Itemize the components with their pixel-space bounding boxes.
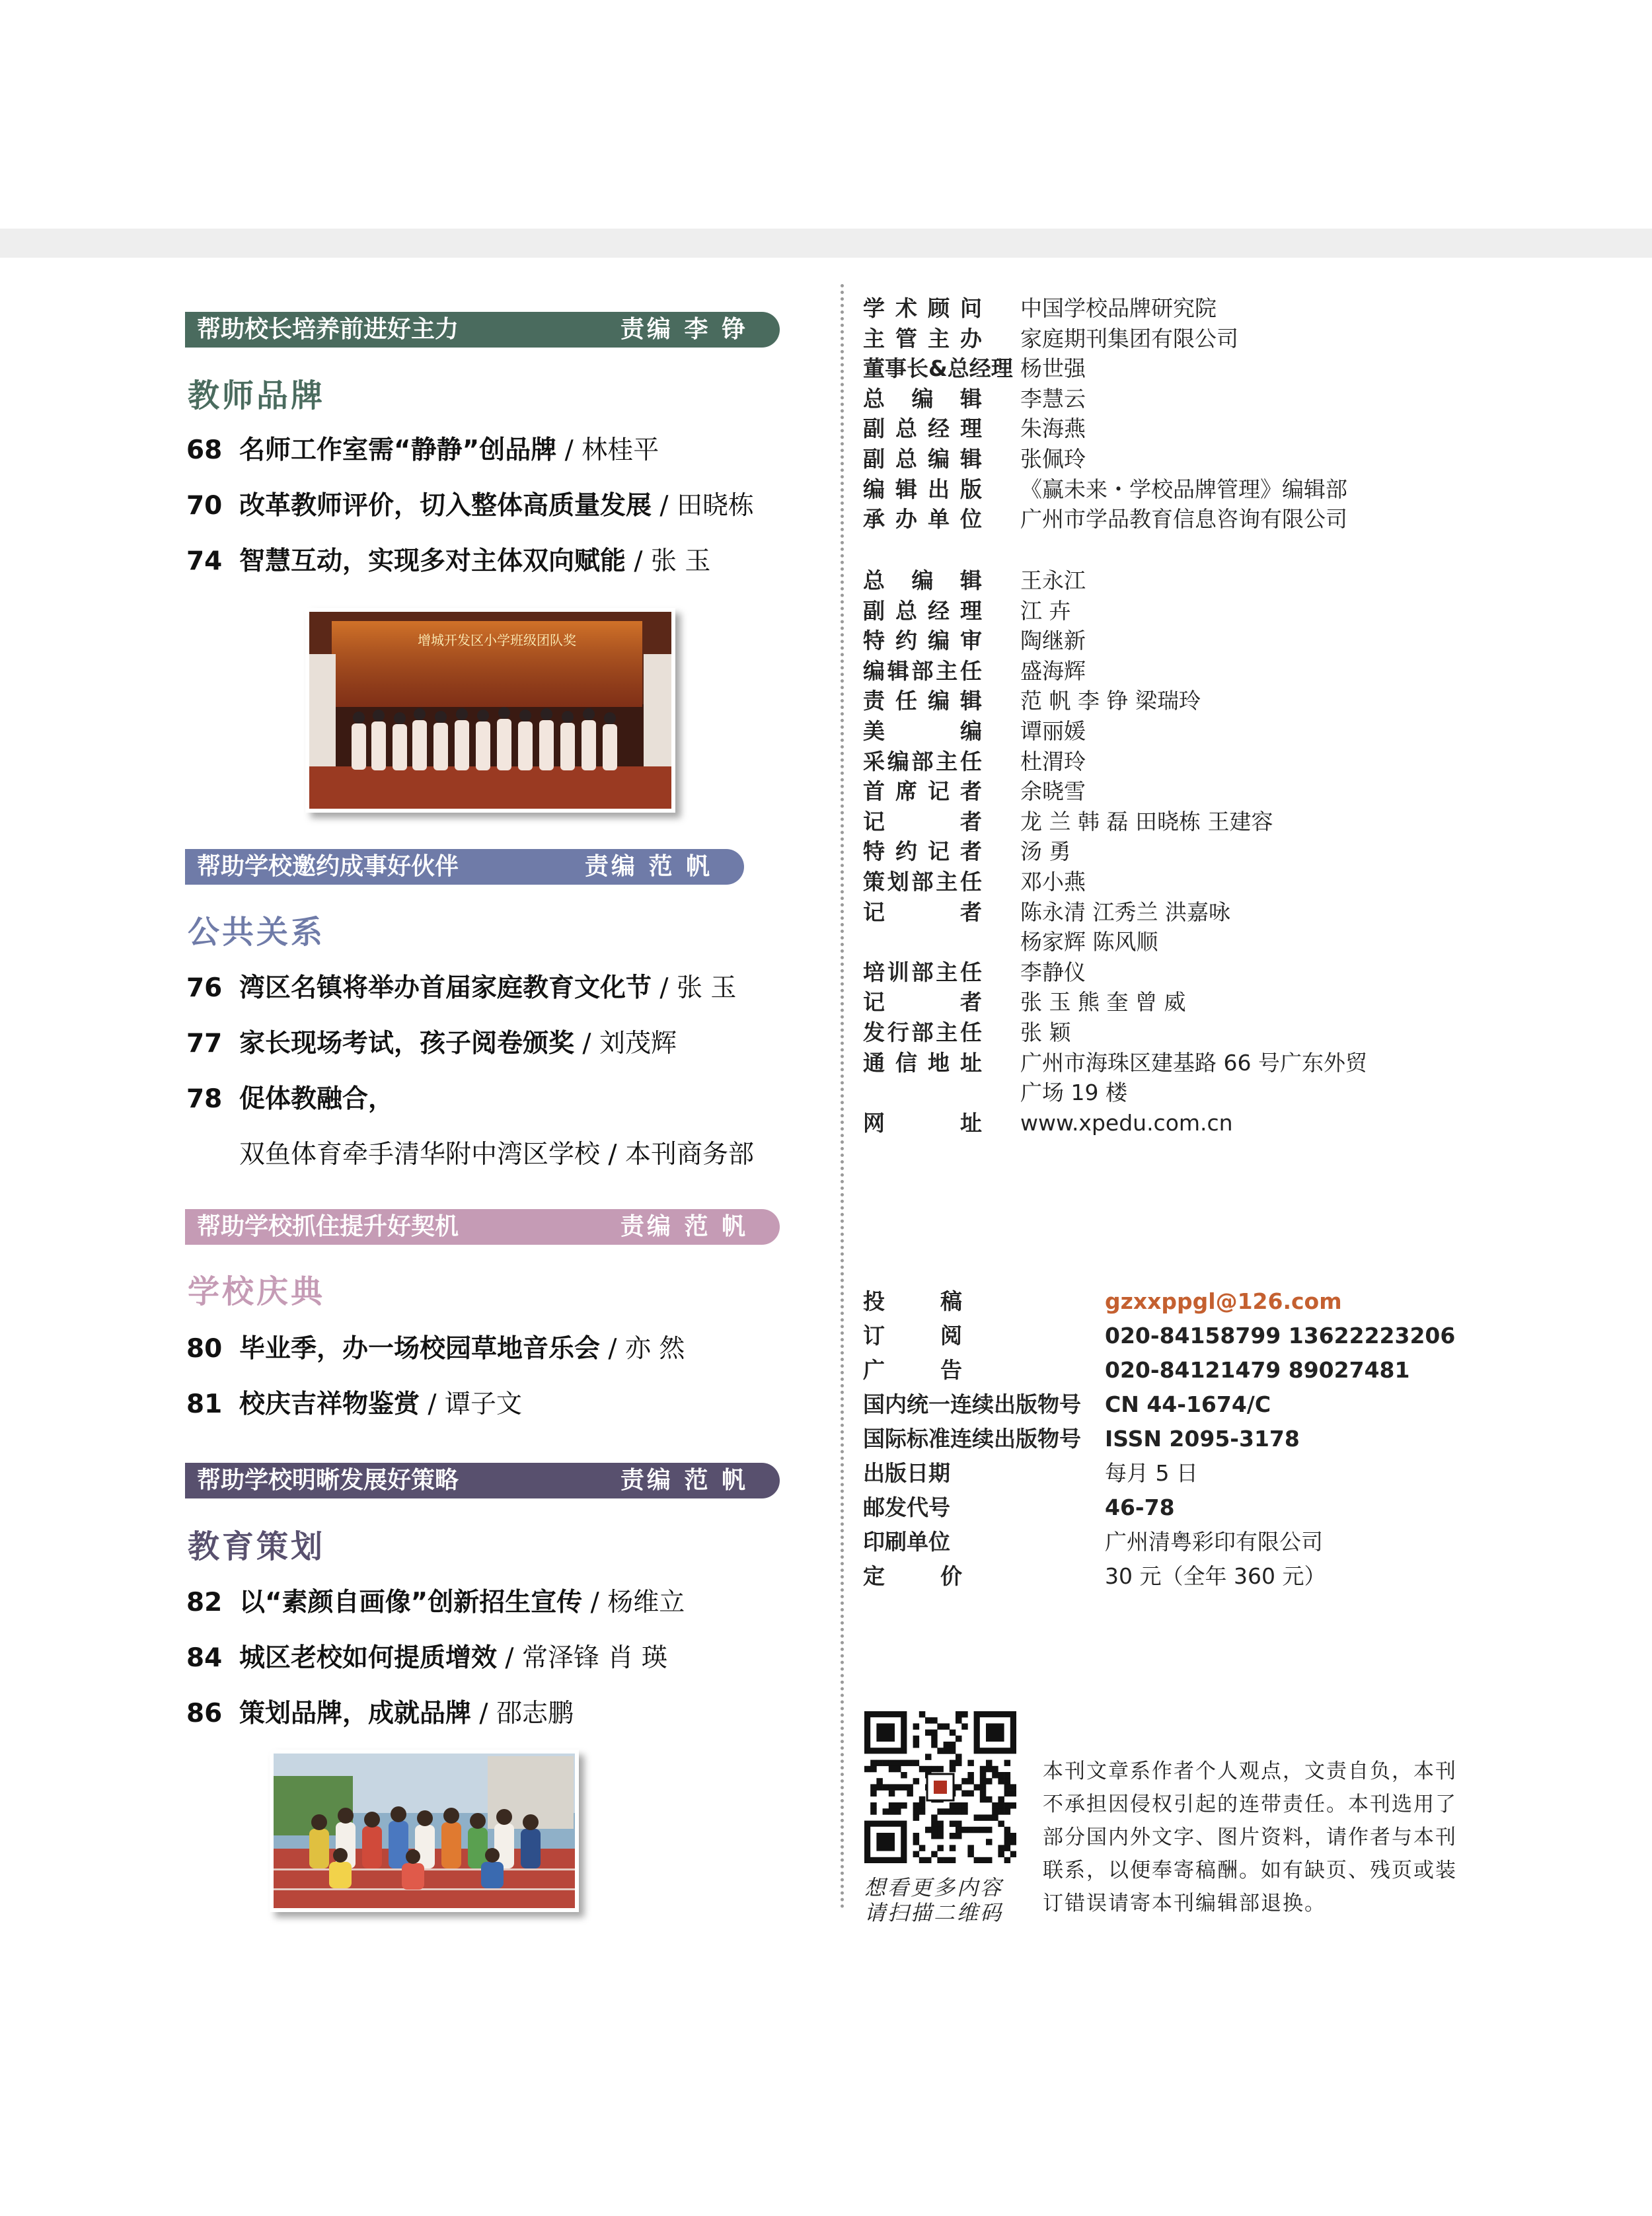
section-title: 学校庆典 xyxy=(188,1273,326,1310)
masthead-row xyxy=(863,897,1230,928)
page-number: 70 xyxy=(186,491,223,521)
masthead-label: 主管主办 xyxy=(863,325,982,351)
masthead-row xyxy=(863,444,1086,474)
masthead-value: 家庭期刊集团有限公司 xyxy=(1020,325,1238,351)
masthead-value: 龙 兰 韩 磊 田晓栋 王建容 xyxy=(1020,808,1273,834)
page-number: 78 xyxy=(186,1084,223,1114)
masthead-label: 总编辑 xyxy=(863,568,982,593)
pubinfo-value: 020-84158799 13622223206 xyxy=(1105,1323,1456,1348)
award-ceremony-photo xyxy=(305,608,675,813)
masthead-label: 培训部主任 xyxy=(863,959,982,985)
article-author: / 刘茂辉 xyxy=(574,1029,677,1058)
article-title: 改革教师评价，切入整体高质量发展 xyxy=(239,491,652,521)
article-title: 策划品牌，成就品牌 xyxy=(239,1699,472,1728)
section-banner xyxy=(185,1463,780,1498)
masthead-label: 发行部主任 xyxy=(863,1019,982,1045)
masthead-row xyxy=(863,656,1086,686)
masthead-value: 盛海辉 xyxy=(1020,657,1086,684)
masthead-value: 张 颖 xyxy=(1020,1019,1071,1045)
masthead-value: 李慧云 xyxy=(1020,385,1086,412)
masthead-row xyxy=(863,987,1186,1017)
masthead-label: 责任编辑 xyxy=(863,688,982,714)
article-author: / 杨维立 xyxy=(582,1588,685,1617)
masthead-row xyxy=(863,836,1071,867)
pubinfo-row xyxy=(863,1559,1326,1594)
masthead-value: 陈永清 江秀兰 洪嘉咏 xyxy=(1020,899,1230,925)
masthead-value: www.xpedu.com.cn xyxy=(1020,1109,1233,1136)
article-title: 城区老校如何提质增效 xyxy=(239,1643,498,1673)
masthead-row xyxy=(863,1108,1233,1138)
article-title: 湾区名镇将举办首届家庭教育文化节 xyxy=(239,973,652,1003)
article-title: 双鱼体育牵手清华附中湾区学校 xyxy=(239,1140,601,1169)
masthead-row xyxy=(863,716,1086,747)
masthead-row xyxy=(863,293,1217,324)
disclaimer-text: 本刊文章系作者个人观点，文责自负，本刊不承担因侵权引起的连带责任。本刊选用了部分国内外文字、图片资料，请作者与本刊联系，以便奉寄稿酬。如有缺页、残页或装订错误请寄本刊编辑部退换。 xyxy=(1043,1759,1457,1915)
masthead-value: 广州市海珠区建基路 66 号广东外贸 xyxy=(1020,1049,1367,1076)
pubinfo-row xyxy=(863,1387,1271,1422)
masthead-label: 副总经理 xyxy=(863,597,982,624)
masthead-value: 李静仪 xyxy=(1020,959,1086,985)
masthead-label: 记者 xyxy=(863,808,982,834)
page-number: 81 xyxy=(186,1389,223,1419)
pubinfo-row xyxy=(863,1456,1198,1491)
article-author: / 本刊商务部 xyxy=(600,1140,754,1169)
toc-entry[interactable] xyxy=(186,1384,522,1421)
qr-caption-line1: 想看更多内容 xyxy=(864,1875,1004,1900)
masthead-value: 中国学校品牌研究院 xyxy=(1020,295,1217,321)
toc-entry[interactable] xyxy=(186,429,659,466)
masthead-value: 王永江 xyxy=(1020,568,1086,593)
banner-editor: 责编 李 铮 xyxy=(620,316,748,343)
masthead-value: 谭丽媛 xyxy=(1020,718,1086,744)
pubinfo-row xyxy=(863,1422,1300,1456)
toc-entry[interactable] xyxy=(186,485,754,522)
pubinfo-value: ISSN 2095-3178 xyxy=(1105,1426,1300,1452)
section-title: 教师品牌 xyxy=(188,377,326,414)
students-group-photo xyxy=(270,1750,579,1912)
article-title: 家长现场考试，孩子阅卷颁奖 xyxy=(239,1029,575,1058)
pubinfo-label: 出版日期 xyxy=(863,1460,950,1486)
banner-title: 帮助校长培养前进好主力 xyxy=(197,316,459,343)
article-author: / 谭子文 xyxy=(420,1389,522,1419)
masthead-label: 网址 xyxy=(863,1109,982,1136)
article-author: / 田晓栋 xyxy=(652,491,754,521)
section-banner xyxy=(185,1209,780,1245)
toc-entry[interactable] xyxy=(186,540,710,577)
masthead-label: 编辑出版 xyxy=(863,476,982,502)
masthead-value: 杜渭玲 xyxy=(1020,748,1086,774)
article-author: / 张 玉 xyxy=(626,546,711,576)
masthead-row xyxy=(863,353,1086,384)
qr-caption-line2: 请扫描二维码 xyxy=(864,1900,1004,1925)
masthead-label: 通信地址 xyxy=(863,1049,982,1076)
page-number: 86 xyxy=(186,1699,223,1728)
pubinfo-label: 国际标准连续出版物号 xyxy=(863,1426,1081,1452)
article-title: 校庆吉祥物鉴赏 xyxy=(239,1389,420,1419)
article-title: 以“素颜自画像”创新招生宣传 xyxy=(239,1588,583,1617)
masthead-value: 余晓雪 xyxy=(1020,778,1086,805)
pubinfo-label: 邮发代号 xyxy=(863,1495,950,1520)
masthead-value: 杨世强 xyxy=(1020,355,1086,382)
pubinfo-label: 投稿 xyxy=(863,1288,962,1314)
page-number: 82 xyxy=(186,1588,223,1617)
pubinfo-label: 广告 xyxy=(863,1357,962,1383)
pubinfo-value: 每月 5 日 xyxy=(1105,1460,1198,1486)
pubinfo-row xyxy=(863,1491,1175,1525)
page-number: 80 xyxy=(186,1334,223,1364)
masthead-row xyxy=(863,1017,1071,1048)
masthead-label: 学术顾问 xyxy=(863,295,982,321)
masthead-row xyxy=(863,566,1086,596)
masthead-row xyxy=(863,807,1273,837)
masthead-label: 特约编审 xyxy=(863,628,982,654)
pubinfo-value: 020-84121479 89027481 xyxy=(1105,1357,1410,1383)
banner-title: 帮助学校明晰发展好策略 xyxy=(197,1467,459,1494)
award-ceremony-image xyxy=(305,608,675,813)
top-gray-band xyxy=(0,229,1652,258)
toc-entry[interactable] xyxy=(186,1637,667,1674)
masthead-label: 记者 xyxy=(863,989,982,1016)
banner-editor: 责编 范 帆 xyxy=(584,853,712,880)
pubinfo-label: 订阅 xyxy=(863,1323,962,1348)
masthead-row xyxy=(863,1078,1127,1108)
toc-entry[interactable] xyxy=(186,967,736,1004)
dotted-column-divider xyxy=(841,284,844,1909)
masthead-row xyxy=(863,747,1086,777)
toc-entry[interactable] xyxy=(186,1693,574,1730)
stage-banner-text: 增城开发区小学班级团队奖 xyxy=(418,632,576,648)
masthead-row xyxy=(863,384,1086,414)
page-number: 84 xyxy=(186,1643,223,1673)
masthead-label: 承办单位 xyxy=(863,506,982,533)
masthead-label: 策划部主任 xyxy=(863,869,982,895)
masthead-label: 总编辑 xyxy=(863,385,982,412)
article-author: / 常泽锋 肖 瑛 xyxy=(497,1643,667,1673)
masthead-label: 副总经理 xyxy=(863,416,982,442)
article-title: 名师工作室需“静静”创品牌 xyxy=(239,435,557,465)
masthead-value: 杨家辉 陈风顺 xyxy=(1020,929,1158,955)
students-group-image xyxy=(270,1750,579,1912)
pubinfo-row xyxy=(863,1525,1323,1559)
toc-entry[interactable] xyxy=(186,1023,677,1060)
banner-editor: 责编 范 帆 xyxy=(620,1467,748,1494)
article-author: / 亦 然 xyxy=(600,1334,685,1364)
pubinfo-label: 定价 xyxy=(863,1563,962,1589)
pubinfo-label: 印刷单位 xyxy=(863,1529,950,1555)
page-number: 74 xyxy=(186,546,223,576)
masthead-row xyxy=(863,776,1086,807)
section-title: 公共关系 xyxy=(188,914,326,951)
masthead-label: 特约记者 xyxy=(863,838,982,865)
article-author: / 张 玉 xyxy=(652,973,737,1003)
masthead-row xyxy=(863,474,1347,505)
banner-title: 帮助学校邀约成事好伙伴 xyxy=(197,853,459,880)
article-title: 促体教融合， xyxy=(239,1084,394,1114)
banner-title: 帮助学校抓住提升好契机 xyxy=(197,1213,459,1240)
masthead-label: 编辑部主任 xyxy=(863,657,982,684)
masthead-value: 张 玉 熊 奎 曾 威 xyxy=(1020,989,1186,1016)
masthead-row xyxy=(863,414,1086,444)
masthead-row xyxy=(863,626,1086,656)
masthead-row xyxy=(863,504,1347,535)
page-number: 68 xyxy=(186,435,223,465)
pubinfo-value: 30 元（全年 360 元） xyxy=(1105,1563,1326,1589)
masthead-row xyxy=(863,686,1201,716)
pubinfo-value: 46-78 xyxy=(1105,1495,1175,1520)
toc-entry[interactable] xyxy=(239,1134,754,1171)
article-title: 智慧互动，实现多对主体双向赋能 xyxy=(239,546,626,576)
pubinfo-row xyxy=(863,1319,1456,1353)
masthead-label: 副总编辑 xyxy=(863,446,982,472)
masthead-row xyxy=(863,927,1158,957)
article-author: / 邵志鹏 xyxy=(471,1699,574,1728)
pubinfo-value: 广州清粤彩印有限公司 xyxy=(1105,1529,1323,1555)
pubinfo-row xyxy=(863,1284,1342,1319)
pubinfo-value: CN 44-1674/C xyxy=(1105,1391,1271,1417)
masthead-row xyxy=(863,324,1238,354)
pubinfo-row xyxy=(863,1353,1410,1387)
section-banner xyxy=(185,849,744,885)
masthead-row xyxy=(863,596,1071,626)
masthead-value: 《赢未来・学校品牌管理》编辑部 xyxy=(1020,476,1347,502)
masthead-value: 汤 勇 xyxy=(1020,838,1071,865)
masthead-label: 记者 xyxy=(863,899,982,925)
masthead-label: 首席记者 xyxy=(863,778,982,805)
pubinfo-value[interactable]: gzxxppgl@126.com xyxy=(1105,1288,1342,1314)
page-number: 76 xyxy=(186,973,223,1003)
qr-code[interactable] xyxy=(864,1711,1016,1863)
toc-entry[interactable] xyxy=(186,1328,685,1365)
masthead-value: 朱海燕 xyxy=(1020,416,1086,442)
masthead-value: 张佩玲 xyxy=(1020,446,1086,472)
masthead-label: 采编部主任 xyxy=(863,748,982,774)
masthead-value: 邓小燕 xyxy=(1020,869,1086,895)
masthead-value: 广场 19 楼 xyxy=(1020,1080,1127,1106)
masthead-value: 广州市学品教育信息咨询有限公司 xyxy=(1020,506,1347,533)
section-title: 教育策划 xyxy=(188,1528,326,1565)
qr-code-image xyxy=(864,1711,1016,1863)
masthead-value: 陶继新 xyxy=(1020,628,1086,654)
article-title: 毕业季，办一场校园草地音乐会 xyxy=(239,1334,601,1364)
masthead-value: 范 帆 李 铮 梁瑞玲 xyxy=(1020,688,1201,714)
masthead-label: 美编 xyxy=(863,718,982,744)
banner-editor: 责编 范 帆 xyxy=(620,1213,748,1240)
masthead-label: 董事长&总经理 xyxy=(863,355,1013,382)
pubinfo-label: 国内统一连续出版物号 xyxy=(863,1391,1081,1417)
toc-entry[interactable] xyxy=(186,1078,394,1115)
masthead-row xyxy=(863,1048,1367,1078)
masthead-row xyxy=(863,867,1086,897)
masthead-value: 江 卉 xyxy=(1020,597,1071,624)
toc-entry[interactable] xyxy=(186,1582,685,1619)
page-number: 77 xyxy=(186,1029,223,1058)
section-banner xyxy=(185,312,780,348)
article-author: / 林桂平 xyxy=(556,435,659,465)
masthead-row xyxy=(863,957,1086,988)
